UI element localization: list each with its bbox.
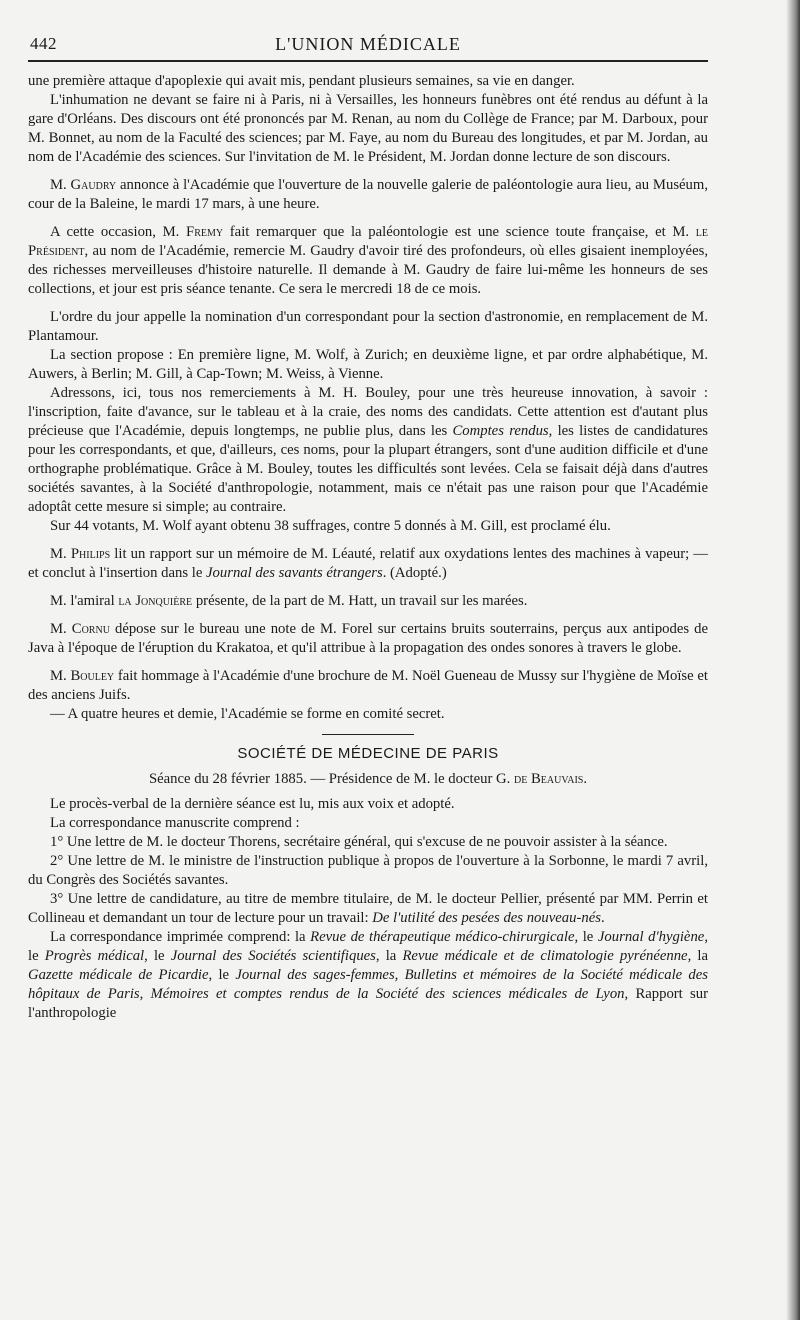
document-page: [28, 28, 708, 1023]
section-title: SOCIÉTÉ DE MÉDECINE DE PARIS: [237, 745, 499, 762]
text-span: .: [583, 771, 588, 787]
text-span: dépose sur le bureau une note de M. Forel sur certains bruits souterrains, perçus aux antipodes de Java à l'époque de l'éruption du Krakatoa, et qu'il attribue à la propagation des ondes sonores à travers le globe.: [28, 621, 708, 656]
person-name: Cornu: [71, 621, 110, 637]
text-span: . (Adopté.): [382, 565, 447, 581]
section-divider: [322, 734, 414, 735]
text-span: M.: [50, 668, 71, 684]
person-name: Gaudry: [70, 177, 117, 193]
person-name: le Président: [28, 224, 708, 259]
paragraph: — A quatre heures et demie, l'Académie se forme en comité secret.: [50, 706, 445, 722]
italic-title: Journal des Sociétés scientifiques: [170, 948, 376, 964]
text-span: M. l'amiral: [50, 593, 119, 609]
text-span: présente, de la part de M. Hatt, un travail sur les marées.: [192, 593, 528, 609]
italic-title: Revue de thérapeutique médico-chirurgicale: [310, 929, 575, 945]
text-span: .: [600, 910, 605, 926]
text-span: 3° Une lettre de candidature, au titre de membre titulaire, de M. le docteur Pellier, présenté par MM. Perrin et Collineau et demandant un tour de lecture pour un travail:: [28, 891, 708, 926]
text-span: , le: [28, 929, 708, 964]
paragraph: Le procès-verbal de la dernière séance est lu, mis aux voix et adopté.: [50, 796, 455, 812]
paragraph: Sur 44 votants, M. Wolf ayant obtenu 38 suffrages, contre 5 donnés à M. Gill, est proclamé élu.: [50, 518, 611, 534]
paragraph: [28, 667, 708, 705]
running-title: L'UNION MÉDICALE: [275, 34, 461, 54]
paragraph: [28, 223, 708, 299]
paragraph: [28, 928, 708, 1023]
italic-title: De l'utilité des pesées des nouveau-nés: [372, 910, 601, 926]
person-name: de Beauvais: [513, 771, 584, 787]
text-span: lit un rapport sur un mémoire de M. Léauté, relatif aux oxydations lentes des machines à vapeur; — et conclut à l'insertion dans le: [28, 546, 708, 581]
paragraph: [28, 890, 708, 928]
text-span: M.: [50, 177, 71, 193]
person-name: Philips: [70, 546, 111, 562]
paragraph: [28, 592, 708, 611]
text-span: fait hommage à l'Académie d'une brochure de M. Noël Gueneau de Mussy sur l'hygiène de Moïse et des anciens Juifs.: [28, 668, 708, 703]
paragraph: [28, 384, 708, 517]
text-span: , la: [687, 948, 708, 964]
person-name: Bouley: [70, 668, 115, 684]
paragraph: 2° Une lettre de M. le ministre de l'instruction publique à propos de l'ouverture à la Sorbonne, le mardi 7 avril, du Congrès des Sociétés savantes.: [28, 853, 708, 888]
text-span: Rapport sur l'anthropologie: [28, 986, 708, 1021]
text-span: A cette occasion, M.: [50, 224, 187, 240]
paragraph: La section propose : En première ligne, M. Wolf, à Zurich; en deuxième ligne, et par ordre alphabétique, M. Auwers, à Berlin; M. Gill, à Cap-Town; M. Weiss, à Vienne.: [28, 347, 708, 382]
paragraph: [28, 176, 708, 214]
page-gutter-shadow: [786, 0, 800, 1320]
page-header: [28, 28, 708, 62]
italic-title: Journal d'hygiène: [597, 929, 705, 945]
italic-title: Comptes rendus: [452, 423, 549, 439]
text-span: fait remarquer que la paléontologie est une science toute française, et M.: [223, 224, 696, 240]
text-span: M.: [50, 621, 72, 637]
text-span: M.: [50, 546, 71, 562]
italic-title: Gazette médicale de Picardie: [28, 967, 209, 983]
text-span: Adressons, ici, tous nos remerciements à M. H. Bouley, pour une très heureuse innovation, à savoir : l'inscription, faite d'avance, sur le tableau et à la craie, des noms des candidats. Cette attention est d'autant plus précieuse que l'Académie, depuis longtemps, ne publie plus, dans les: [28, 385, 708, 439]
page-number: 442: [30, 34, 57, 53]
italic-title: Journal des savants étrangers: [206, 565, 383, 581]
text-span: , la: [375, 948, 403, 964]
paragraph: L'ordre du jour appelle la nomination d'un correspondant pour la section d'astronomie, en remplacement de M. Plantamour.: [28, 309, 708, 344]
paragraph: 1° Une lettre de M. le docteur Thorens, secrétaire général, qui s'excuse de ne pouvoir assister à la séance.: [50, 834, 668, 850]
text-span: , au nom de l'Académie, remercie M. Gaudry d'avoir tiré des profondeurs, où elles gisaient inemployées, des richesses merveilleuses d'histoire naturelle. Il demande à M. Gaudry de faire lui-même les honneurs de ses collections, et jour est pris séance tenante. Ce sera le mercredi 18 de ce mois.: [28, 243, 708, 297]
person-name: la Jonquière: [118, 593, 193, 609]
person-name: Fremy: [186, 224, 224, 240]
text-span: annonce à l'Académie que l'ouverture de la nouvelle galerie de paléontologie aura lieu, au Muséum, cour de la Baleine, le mardi 17 mars, à une heure.: [28, 177, 708, 212]
text-span: , le: [144, 948, 171, 964]
text-span: La correspondance imprimée comprend: la: [50, 929, 311, 945]
italic-title: Journal des sages-femmes, Bulletins et mémoires de la Société médicale des hôpitaux de Paris, Mémoires et comptes rendus de la Société des sciences médicales de Lyon,: [28, 967, 708, 1002]
paragraph: L'inhumation ne devant se faire ni à Paris, ni à Versailles, les honneurs funèbres ont été rendus au défunt à la gare d'Orléans. Des discours ont été prononcés par M. Renan, au nom du Collège de France; par M. Darboux, pour M. Bonnet, au nom de la Faculté des sciences; par M. Faye, au nom du Bureau des longitudes, et par M. Jordan, au nom de l'Académie des sciences. Sur l'invitation de M. le Président, M. Jordan donne lecture de son discours.: [28, 92, 708, 165]
text-span: , le: [574, 929, 598, 945]
session-line: [28, 770, 708, 789]
text-span: Séance du 28 février 1885. — Présidence de M. le docteur G.: [148, 771, 514, 787]
italic-title: Revue médicale et de climatologie pyrénéenne: [402, 948, 688, 964]
text-span: , le: [208, 967, 236, 983]
text-span: , les listes de candidatures pour les correspondants, et que, d'ailleurs, ces noms, pour la plupart étrangers, sont d'une audition difficile et d'une orthographe problématique. Grâce à M. Bouley, toutes les difficultés sont levées. Cela se faisait déjà dans d'autres sociétés savantes, à la Société d'anthropologie, notamment, mais ce n'était pas une raison pour que l'Académie adoptât cette mesure si simple; au contraire.: [28, 423, 708, 515]
paragraph: La correspondance manuscrite comprend :: [50, 815, 300, 831]
italic-title: Progrès médical: [44, 948, 145, 964]
paragraph: [28, 545, 708, 583]
paragraph: [28, 620, 708, 658]
paragraph: une première attaque d'apoplexie qui avait mis, pendant plusieurs semaines, sa vie en danger.: [28, 73, 575, 89]
